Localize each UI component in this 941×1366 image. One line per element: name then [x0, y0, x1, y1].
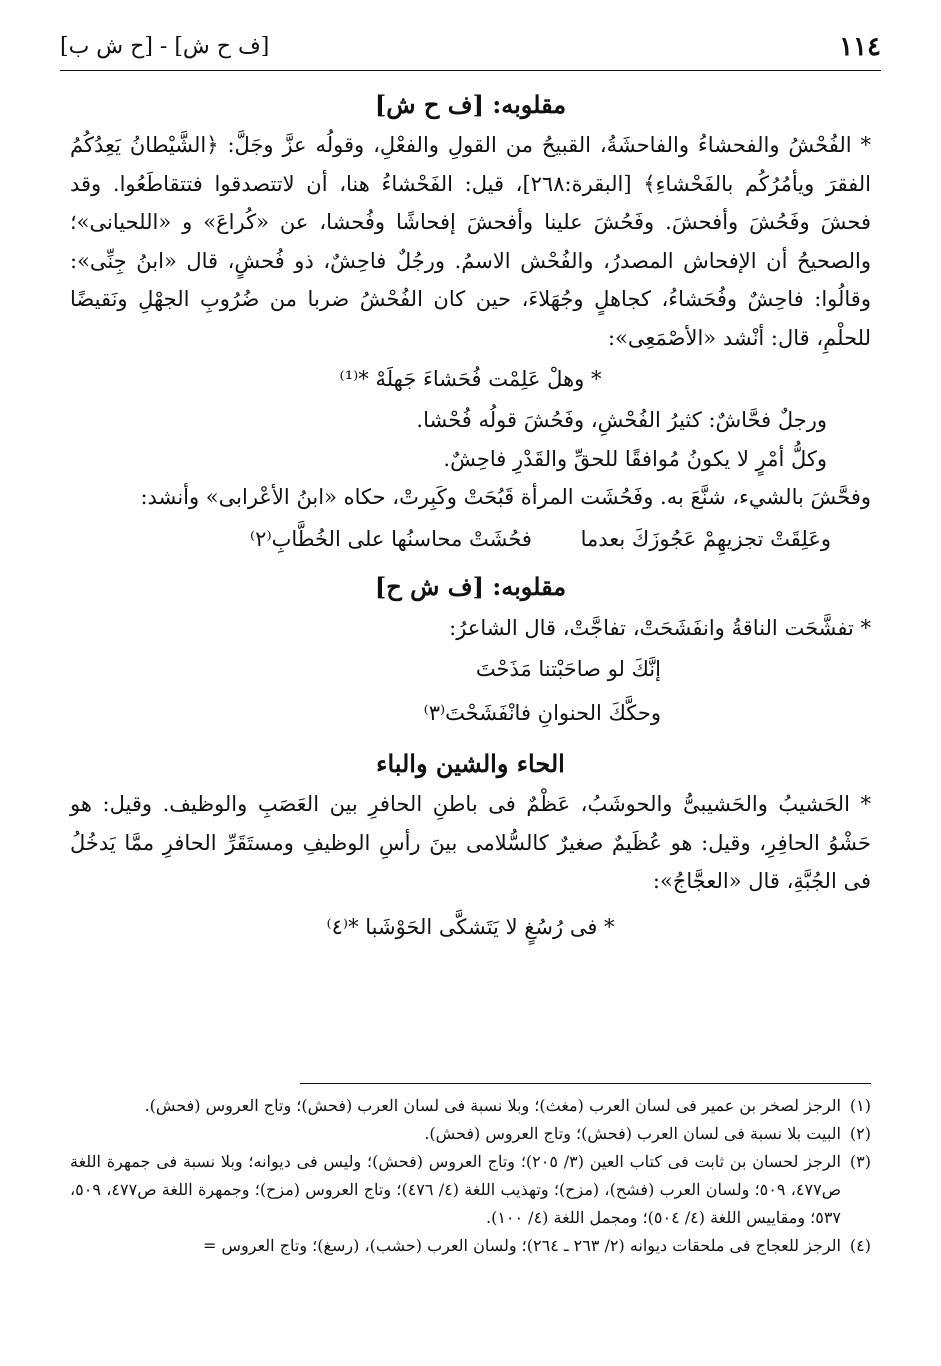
section-heading-fhsh: مقلوبه: [ف ح ش]	[374, 90, 567, 119]
verse-line: إنَّكَ لو صاحَبْتنا مَذَحْتَ	[475, 657, 661, 681]
footnote-number: (٣)	[849, 1152, 871, 1171]
verse-line: * فى رُسُغٍ لا يَتَشكَّى الحَوْشَبا *⁽٤⁾	[326, 914, 615, 939]
paragraph-hashib: * الحَشيبُ والحَشيبىُّ والحوشَبُ، عَظْمٌ فى باطنِ الحافرِ بين العَصَبِ والوظيف. وقيل: هو حَشْوُ الحافِرِ، وقيل: هو عُظَيمٌ صغيرٌ كالسُّلامى بينَ رأسِ الوظيفِ ومستَقَرِّ الحافرِ ممَّا يَدخُلُ فى الجُبَّةِ، قال «العجَّاجُ»:	[70, 792, 871, 893]
footnote	[70, 1120, 871, 1148]
footnote-number: (٤)	[849, 1236, 871, 1255]
footnote-number: (٢)	[849, 1124, 871, 1143]
footnotes	[70, 1092, 871, 1260]
poetry-couplet	[70, 517, 871, 561]
footnote-text: الرجز للعجاج فى ملحقات ديوانه (٢/ ٢٦٣ ـ ٢٦٤)؛ ولسان العرب (حشب)، (رسغ)؛ وتاج العروس =	[202, 1236, 841, 1255]
main-text	[70, 84, 871, 968]
section-heading-hashinba: الحاء والشين والباء	[376, 749, 565, 778]
hemistich-first: وعَلِقَتْ تجزيهِمْ عَجُوزَكَ بعدما	[580, 526, 831, 551]
paragraph-fahhash: ورجلٌ فحَّاشٌ: كثيرُ الفُحْشِ، وفَحُشَ قولُه فُحْشا.	[416, 408, 827, 432]
footnote-text: البيت بلا نسبة فى لسان العرب (فحش)؛ وتاج العروس (فحش).	[424, 1124, 841, 1143]
footnote-text: الرجز لحسان بن ثابت فى كتاب العين (٣/ ٢٠٥)؛ وتاج العروس (فحش)؛ وليس فى ديوانه؛ وبلا نسبة فى جمهرة اللغة ص٤٧٧، ٥٠٩؛ ولسان العرب (فشح)، (مزح)؛ وتهذيب اللغة (٤/ ٤٧٦)؛ وتاج العروس (مزح)؛ وجمهرة اللغة ص٤٧٧، ٥٠٩، ٥٣٧؛ ومقاييس اللغة (٤/ ٥٠٤)؛ ومجمل اللغة (٤/ ١٠٠).	[70, 1152, 842, 1227]
footnote-rule	[300, 1083, 871, 1084]
verse-line: وحكَّكَ الحنوانِ فانْفَشَحْتَ⁽٣⁾	[423, 701, 661, 725]
paragraph-fahhasha: وفحَّشَ بالشيء، شنَّعَ به. وفَحُشَت المرأة قَبُحَتْ وكَبِرتْ، حكاه «ابنُ الأعْرابى» وأنشد:	[140, 485, 871, 509]
footnote-text: الرجز لصخر بن عمير فى لسان العرب (مغث)؛ وبلا نسبة فى لسان العرب (فحش)؛ وتاج العروس (فحش).	[144, 1096, 841, 1115]
paragraph-tafashshahat: * تفشَّحَت الناقةُ وانفَشَحَتْ، تفاجَّتْ، قال الشاعرُ:	[449, 615, 871, 640]
header-rule	[60, 70, 881, 71]
page-header	[60, 30, 881, 70]
footnote-number: (١)	[849, 1096, 871, 1115]
footnote	[70, 1092, 871, 1120]
hemistich-second: فحُشَتْ محاسنُها على الخُطَّابِ⁽٢⁾	[250, 526, 532, 551]
footnote	[70, 1148, 871, 1232]
section-heading-fshh: مقلوبه: [ف ش ح]	[374, 571, 567, 601]
verse-line: * وهلْ عَلِمْت فُحَشاءَ جَهلَهْ *⁽¹⁾	[339, 367, 602, 391]
paragraph-fuhsh: * الفُحْشُ والفحشاءُ والفاحشَةُ، القبيحُ من القولِ والفعْلِ، وقولُه عزَّ وجَلَّ: ﴿الشَّيْطانُ يَعِدُكُمُ الفقرَ ويأمُرُكُم بالفَحْشاءِ﴾ [البقرة:٢٦٨]، قيل: الفَحْشاءُ هنا، أن لاتتصدقوا فتتقاطَعُوا. وقد فحشَ وفَحُشَ وأفحشَ. وفَحُشَ علينا وأفحشَ إفحاشًا وفُحشا، عن «كُراعَ» و «اللحيانى»؛ والصحيحُ أن الإفحاش المصدرُ، والفُحْش الاسمُ. ورجُلٌ فاحِشٌ، ذو فُحشٍ، قال «ابنُ جِنِّى»: وقالُوا: فاحِشٌ وفُحَشاءُ، كجاهلٍ وجُهَلاءَ، حين كان الفُحْشُ ضربا من ضُرُوبِ الجهْلِ ونَقيضًا للحلْمِ، قال: أنْشد «الأصْمَعِى»:	[70, 133, 872, 350]
footnote	[70, 1232, 871, 1260]
page-number: ١١٤	[839, 32, 881, 62]
paragraph-kull-amr: وكلُّ أمْرٍ لا يكونُ مُوافقًا للحقِّ والقَدْرِ فاحِشٌ.	[443, 446, 827, 471]
root-range: [ف ح ش] - [ح ش ب]	[60, 34, 270, 59]
